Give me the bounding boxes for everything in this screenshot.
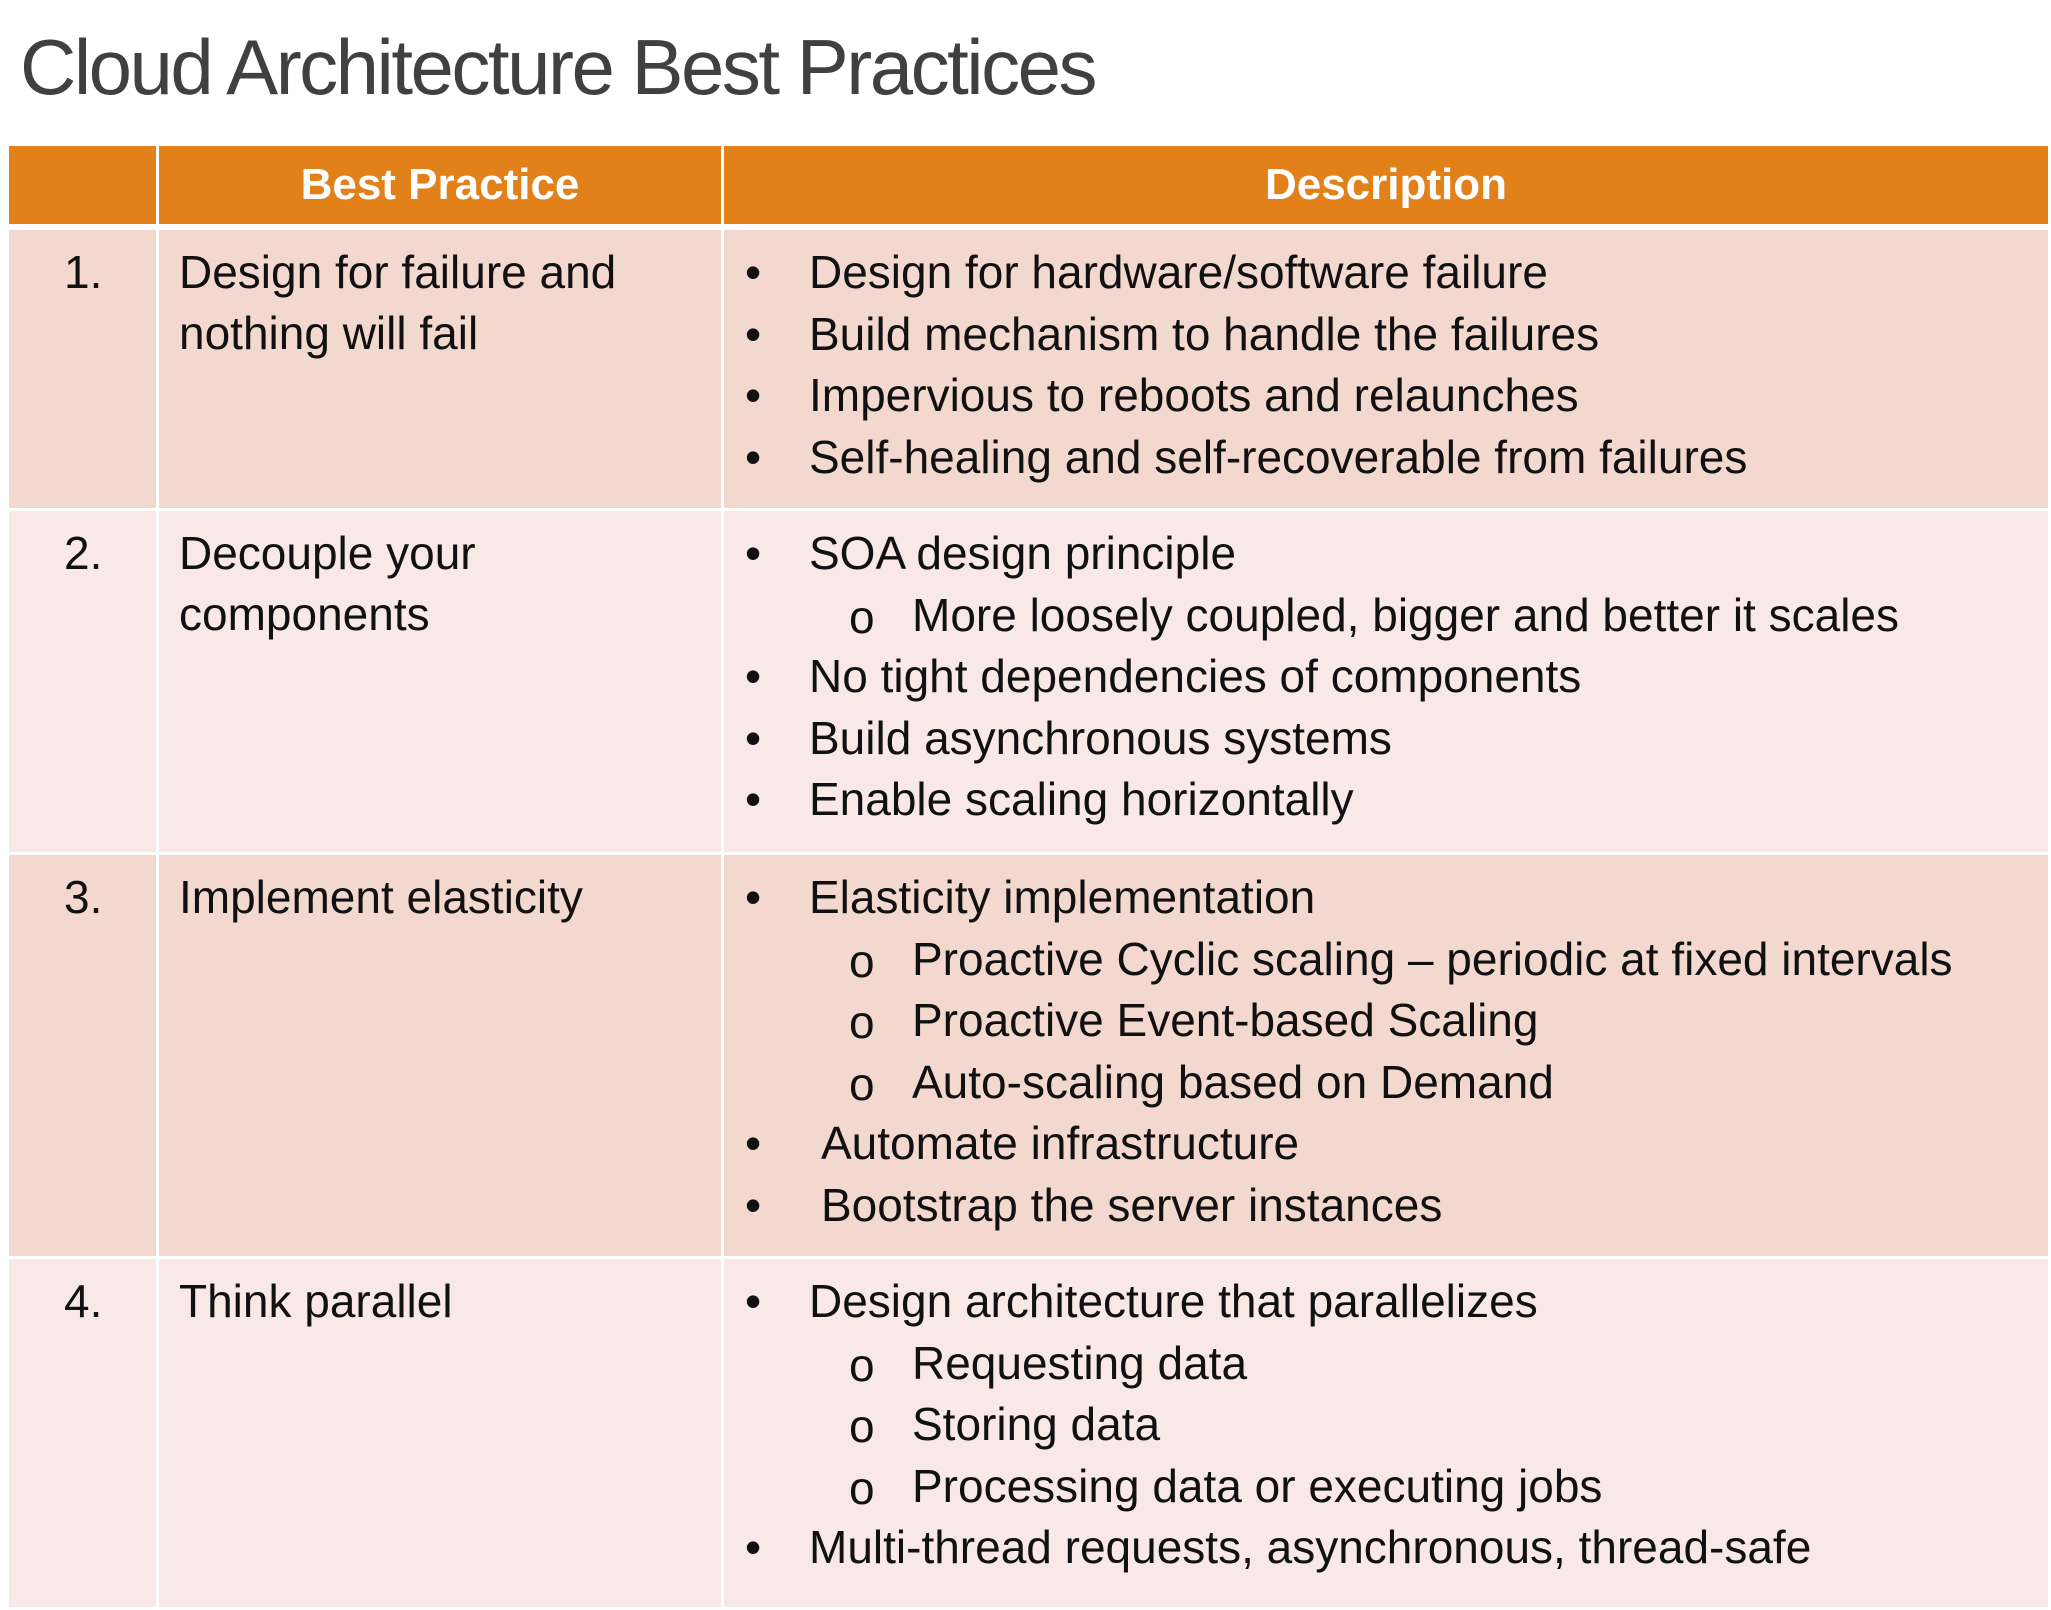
table-row (8, 1258, 2050, 1609)
description-cell (723, 1258, 2050, 1609)
best-practice-cell: Decouple your components (158, 510, 723, 854)
table-body (8, 227, 2050, 1609)
description-bullet-list (724, 867, 2048, 1236)
sub-bullet-item: o Proactive Cyclic scaling – periodic at fixed intervals (724, 929, 2048, 991)
bullet-item: • Multi-thread requests, asynchronous, thread-safe (724, 1517, 2048, 1579)
description-cell (723, 227, 2050, 510)
table-row (8, 854, 2050, 1258)
slide-title: Cloud Architecture Best Practices (20, 23, 1096, 111)
bullet-item: • Automate infrastructure (724, 1113, 2048, 1175)
best-practice-cell: Implement elasticity (158, 854, 723, 1258)
bullet-item: • Self-healing and self-recoverable from failures (724, 427, 2048, 489)
bullet-item: • Design for hardware/software failure (724, 242, 2048, 304)
best-practice-cell: Think parallel (158, 1258, 723, 1609)
description-bullet-list (724, 1271, 2048, 1579)
sub-bullet-item: o Storing data (724, 1394, 2048, 1456)
table-header-row (8, 145, 2050, 228)
best-practices-table (6, 143, 2051, 1610)
description-cell (723, 510, 2050, 854)
header-best-practice: Best Practice (158, 145, 723, 228)
bullet-item: • Enable scaling horizontally (724, 769, 2048, 831)
bullet-item: • Impervious to reboots and relaunches (724, 365, 2048, 427)
bullet-item: • SOA design principle (724, 523, 2048, 585)
sub-bullet-item: o Proactive Event-based Scaling (724, 990, 2048, 1052)
best-practices-table-wrapper (6, 143, 2048, 1610)
description-cell (723, 854, 2050, 1258)
description-bullet-list (724, 242, 2048, 488)
table-row (8, 227, 2050, 510)
sub-bullet-item: o Requesting data (724, 1333, 2048, 1395)
bullet-item: • Design architecture that parallelizes (724, 1271, 2048, 1333)
bullet-item: • Build mechanism to handle the failures (724, 304, 2048, 366)
row-number: 4. (8, 1258, 158, 1609)
bullet-item: • No tight dependencies of components (724, 646, 2048, 708)
row-number: 3. (8, 854, 158, 1258)
bullet-item: • Bootstrap the server instances (724, 1175, 2048, 1237)
row-number: 1. (8, 227, 158, 510)
header-number (8, 145, 158, 228)
sub-bullet-item: o Processing data or executing jobs (724, 1456, 2048, 1518)
table-row (8, 510, 2050, 854)
sub-bullet-item: o Auto-scaling based on Demand (724, 1052, 2048, 1114)
sub-bullet-item: o More loosely coupled, bigger and better it scales (724, 585, 2048, 647)
bullet-item: • Elasticity implementation (724, 867, 2048, 929)
header-description: Description (723, 145, 2050, 228)
best-practice-cell: Design for failure and nothing will fail (158, 227, 723, 510)
description-bullet-list (724, 523, 2048, 831)
bullet-item: • Build asynchronous systems (724, 708, 2048, 770)
row-number: 2. (8, 510, 158, 854)
